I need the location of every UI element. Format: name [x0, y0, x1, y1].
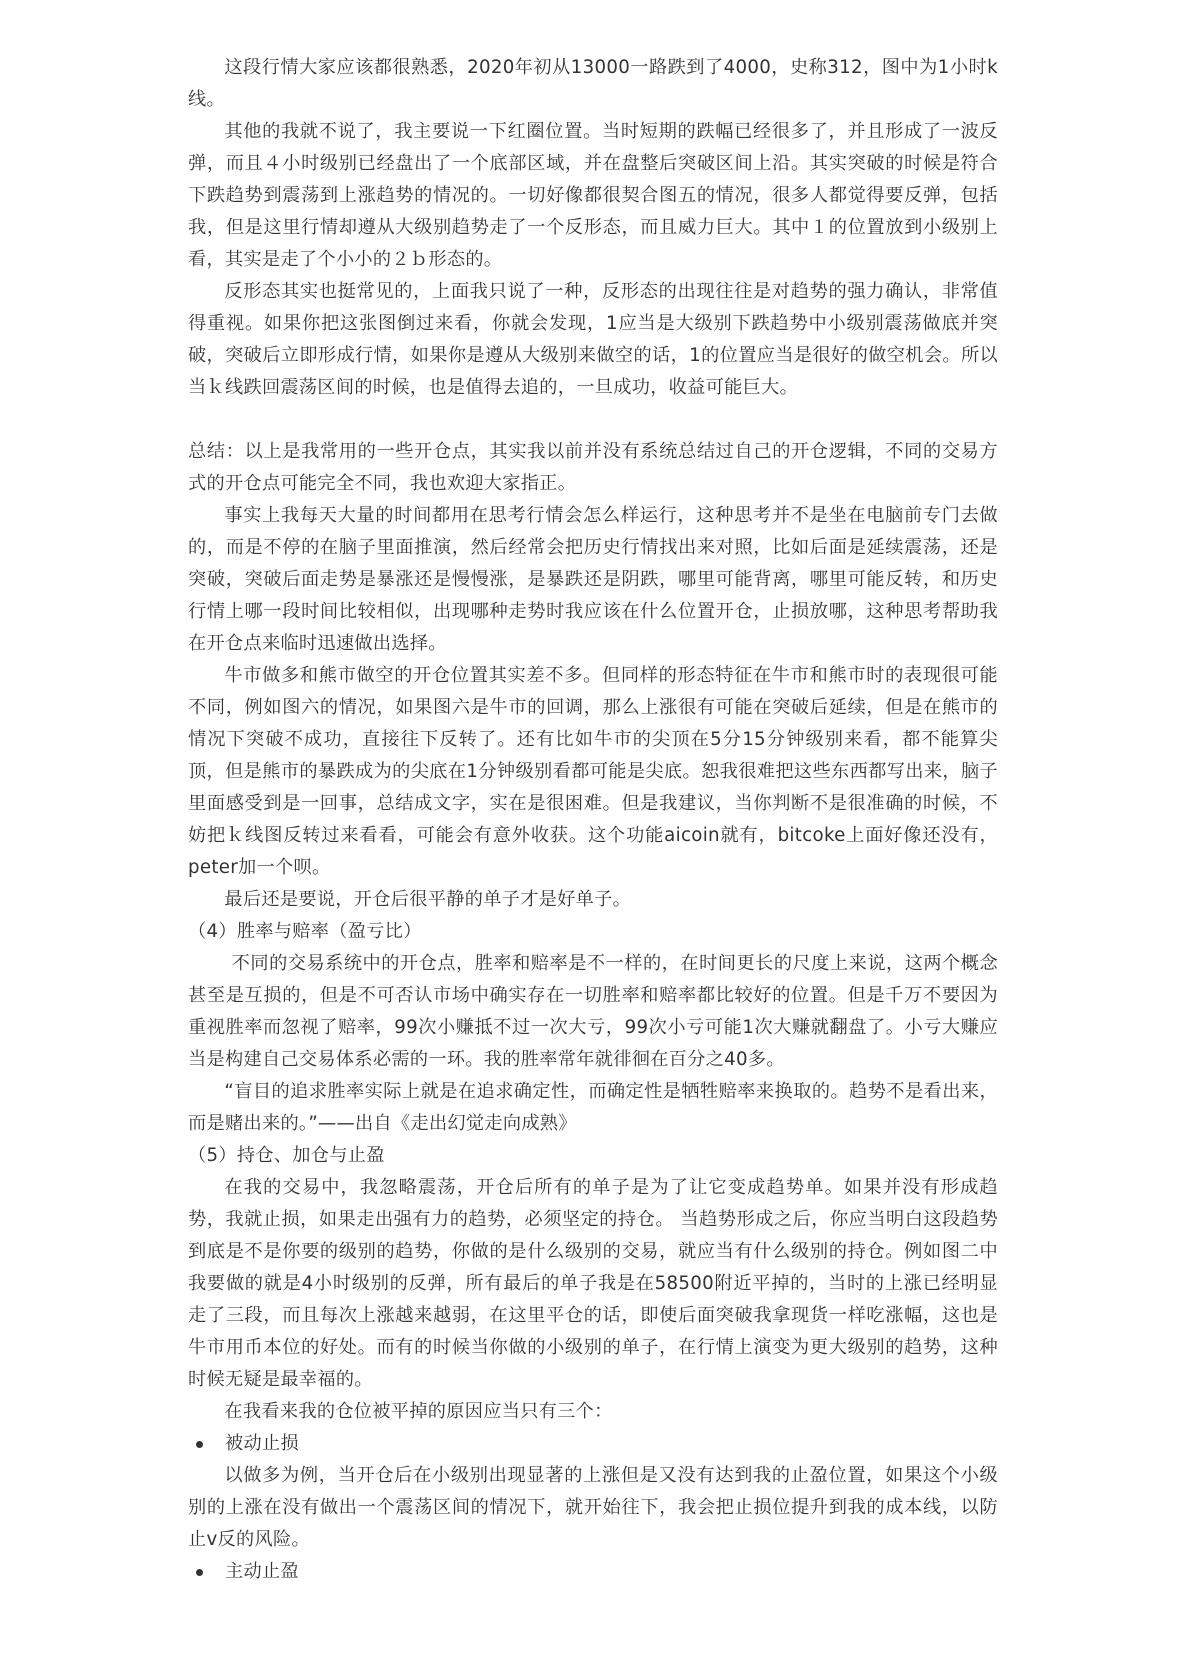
paragraph-win-rate: 不同的交易系统中的开仓点，胜率和赔率是不一样的，在时间更长的尺度上来说，这两个概念甚至是互损的，但是不可否认市场中确实存在一切胜率和赔率都比较好的位置。但是千万不要因为重视胜率而忽视了赔率，99次小赚抵不过一次大亏，99次小亏可能1次大赚就翻盘了。小亏大赚应当是构建自己交易体系必需的一环。我的胜率常年就徘徊在百分之40多。	[188, 953, 998, 1070]
paragraph-long-example: 以做多为例，当开仓后在小级别出现显著的上涨但是又没有达到我的止盈位置，如果这个小级别的上涨在没有做出一个震荡区间的情况下，就开始往下，我会把止损位提升到我的成本线，以防止v反的风险。	[188, 1465, 998, 1550]
paragraph-red-circle: 其他的我就不说了，我主要说一下红圈位置。当时短期的跌幅已经很多了，并且形成了一波反弹，而且４小时级别已经盘出了一个底部区域，并在盘整后突破区间上沿。其实突破的时候是符合下跌趋势到震荡到上涨趋势的情况的。一切好像都很契合图五的情况，很多人都觉得要反弹，包括我，但是这里行情却遵从大级别趋势走了一个反形态，而且威力巨大。其中１的位置放到小级别上看，其实是走了个小小的２ｂ形态的。	[188, 121, 998, 270]
paragraph-thinking: 事实上我每天大量的时间都用在思考行情会怎么样运行，这种思考并不是坐在电脑前专门去做的，而是不停的在脑子里面推演，然后经常会把历史行情找出来对照，比如后面是延续震荡，还是突破，突破后面走势是暴涨还是慢慢涨，是暴跌还是阴跌，哪里可能背离，哪里可能反转，和历史行情上哪一段时间比较相似，出现哪种走势时我应该在什么位置开仓，止损放哪，这种思考帮助我在开仓点来临时迅速做出选择。	[188, 505, 998, 654]
paragraph-summary: 总结：以上是我常用的一些开仓点，其实我以前并没有系统总结过自己的开仓逻辑，不同的交易方式的开仓点可能完全不同，我也欢迎大家指正。	[188, 441, 998, 494]
paragraph-calm-orders: 最后还是要说，开仓后很平静的单子才是好单子。	[224, 889, 632, 910]
paragraph-three-reasons: 在我看来我的仓位被平掉的原因应当只有三个：	[224, 1401, 613, 1422]
paragraph-bull-bear: 牛市做多和熊市做空的开仓位置其实差不多。但同样的形态特征在牛市和熊市时的表现很可能不同，例如图六的情况，如果图六是牛市的回调，那么上涨很有可能在突破后延续，但是在熊市的情况下突破不成功，直接往下反转了。还有比如牛市的尖顶在5分15分钟级别来看，都不能算尖顶，但是熊市的暴跌成为的尖底在1分钟级别看都可能是尖底。恕我很难把这些东西都写出来，脑子里面感受到是一回事，总结成文字，实在是很困难。但是我建议，当你判断不是很准确的时候，不妨把ｋ线图反转过来看看，可能会有意外收获。这个功能aicoin就有，bitcoke上面好像还没有，peter加一个呗。	[188, 665, 998, 878]
document-page	[188, 52, 998, 1588]
bullet-active-take-profit	[188, 1556, 998, 1588]
bullet-passive-stop	[188, 1428, 998, 1460]
bullet-label: 主动止盈	[225, 1561, 299, 1582]
paragraph-gap	[188, 404, 998, 436]
bullet-dot-icon	[196, 1569, 203, 1576]
paragraph-quote: “盲目的追求胜率实际上就是在追求确定性，而确定性是牺牲赔率来换取的。趋势不是看出来，而是赌出来的。”——出自《走出幻觉走向成熟》	[188, 1081, 998, 1134]
bullet-dot-icon	[196, 1441, 203, 1448]
paragraph-312-intro: 这段行情大家应该都很熟悉，2020年初从13000一路跌到了4000，史称312，图中为1小时k线。	[188, 57, 998, 110]
paragraph-trend-orders: 在我的交易中，我忽略震荡，开仓后所有的单子是为了让它变成趋势单。如果并没有形成趋势，我就止损，如果走出强有力的趋势，必须坚定的持仓。 当趋势形成之后，你应当明白这段趋势到底是不是你要的级别的趋势，你做的是什么级别的交易，就应当有什么级别的持仓。例如图二中我要做的就是4小时级别的反弹，所有最后的单子我是在58500附近平掉的，当时的上涨已经明显走了三段，而且每次上涨越来越弱，在这里平仓的话，即使后面突破我拿现货一样吃涨幅，这也是牛市用币本位的好处。而有的时候当你做的小级别的单子，在行情上演变为更大级别的趋势，这种时候无疑是最幸福的。	[188, 1177, 998, 1390]
section-heading-position: （5）持仓、加仓与止盈	[188, 1145, 385, 1166]
section-heading-win-rate: （4）胜率与赔率（盈亏比）	[188, 921, 422, 942]
bullet-label: 被动止损	[225, 1433, 299, 1454]
paragraph-reverse-pattern: 反形态其实也挺常见的，上面我只说了一种，反形态的出现往往是对趋势的强力确认，非常值得重视。如果你把这张图倒过来看，你就会发现，1应当是大级别下跌趋势中小级别震荡做底并突破，突破后立即形成行情，如果你是遵从大级别来做空的话，1的位置应当是很好的做空机会。所以当ｋ线跌回震荡区间的时候，也是值得去追的，一旦成功，收益可能巨大。	[188, 281, 998, 398]
